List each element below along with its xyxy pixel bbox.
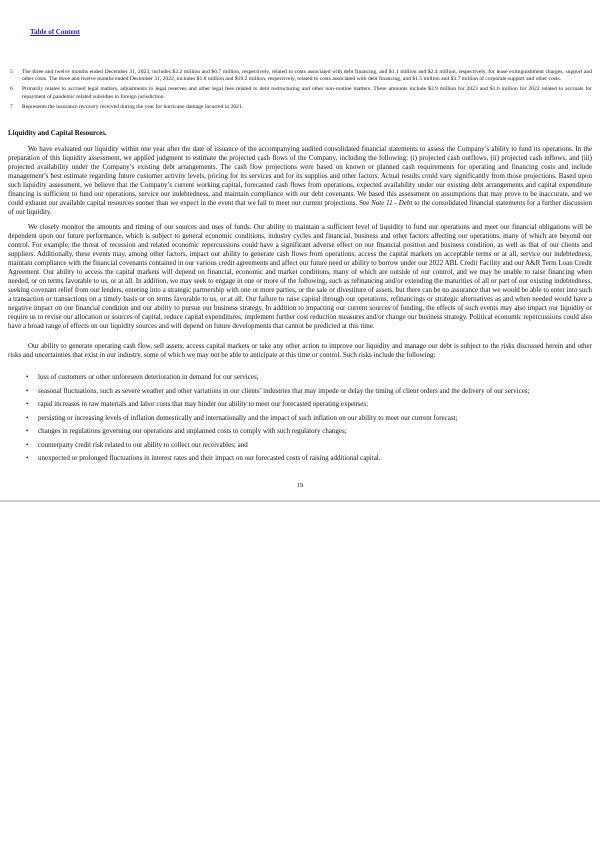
paragraph-liquidity-assessment <box>8 145 592 217</box>
bullet-item <box>26 414 592 423</box>
paragraph-text: to the consolidated financial statements for a further discussion of our liquidity. <box>8 199 593 217</box>
page-number: 19 <box>296 482 304 490</box>
bullet-icon: • <box>26 413 29 422</box>
bullet-text: loss of customers or other unforeseen deterioration in demand for our services; <box>38 373 259 382</box>
bullet-icon: • <box>26 400 29 409</box>
bullet-item <box>26 400 592 409</box>
bullet-item <box>26 373 592 382</box>
footnote-number: 7 <box>10 103 13 110</box>
note-11-debt-reference: Note 11 - Debt <box>371 199 413 208</box>
footnote-number: 6 <box>10 86 13 93</box>
bullet-icon: • <box>26 454 29 463</box>
bullet-item <box>26 387 592 396</box>
footnote-text: Primarily relates to accrued legal matters, adjustments to legal reserves and other legal fees related to debt restructuring and other non-routine matters. These amounts include $3.9 million for 2023 and $1.6 million for 2022 related to accruals for repayment of pandemic related subsidies in foreign jurisdiction. <box>22 86 592 100</box>
bullet-icon: • <box>26 427 29 436</box>
bullet-text: seasonal fluctuations, such as severe weather and other variations in our clients’ industries that may impede or delay the timing of client orders and the delivery of our services; <box>38 386 530 395</box>
bullet-icon: • <box>26 386 29 395</box>
footnote-item <box>10 104 592 111</box>
bullet-item <box>26 454 592 463</box>
risk-bullet-list <box>26 373 592 463</box>
footnote-number: 5 <box>10 69 13 75</box>
bullet-text: changes in regulations governing our operations and unplanned costs to comply with such regulatory changes; <box>38 427 347 436</box>
footnotes-section <box>10 69 592 111</box>
bullet-item <box>26 441 592 450</box>
footnote-text: Represents the insurance recovery received during the year for hurricane damage incurred in 2021. <box>22 103 244 110</box>
footnote-text: The three and twelve months ended December 31, 2023, includes $2.2 million and $6.7 million, respectively, related to costs associated with debt financing, and $1.1 million and $2.4 million, respectively, for lease extinguishment charges, support and other costs. The three and twelve months ended December 31, 2022, includes $1.8 million and $10.2 million, respectively, related to costs associated with debt financing, and $1.5 million and $3.7 million of corporate support and other costs. <box>22 69 592 83</box>
bullet-text: counterparty credit risk related to our ability to collect our receivables; and <box>38 440 248 449</box>
footnote-item <box>10 69 592 84</box>
table-of-contents-link[interactable]: Table of Content <box>30 28 80 36</box>
paragraph-text: We have evaluated our liquidity within one year after the date of issuance of the accompanying audited consolidated financial statements to assess the Company’s ability to fund its operations. In the preparation of this liquidity assessment, we applied judgment to estimate the projected cash flows of the Company, including the following: (i) projected cash outflows, (ii) projected cash inflows, and (iii) projected availability under the Company’s existing debt arrangements. The cash flow projections were based on known or planned cash requirements for operating and financing costs and include management’s best estimate regarding future customer activity levels, pricing for its services and for its supplies and other factors. Actual results could vary significantly from those projections. Based upon such liquidity assessment, we believe that the Company’s current working capital, forecasted cash flows from operations, expected availability under our existing debt arrangements and capital expenditure financing is sufficient to fund our operations, service our indebtedness, and maintain compliance with our debt covenants. We based this assessment on assumptions that may prove to be inaccurate, and we could exhaust our available capital resources sooner than we expect in the event that we fail to meet our current projections. See <box>8 145 592 208</box>
page-divider <box>0 500 600 502</box>
bullet-icon: • <box>26 440 29 449</box>
section-heading: Liquidity and Capital Resources. <box>8 129 107 138</box>
paragraph-sources-uses-of-funds: We closely monitor the amounts and timing of our sources and uses of funds. Our ability to maintain a sufficient level of liquidity to fund our operations and meet our financial obligations will be dependent upon our future performance, which is subject to general economic conditions, industry cycles and financial, business and other factors affecting our operations, many of which are beyond our control. For example, the threat of recession and related economic repercussions could have a significant adverse effect on our financial position and business condition, as well as that of our clients and suppliers. Additionally, these events may, among other factors, impact our ability to generate cash flows from operations, access the capital markets on acceptable terms or at all, service our indebtedness, maintain compliance with the financial covenants contained in our various credit agreements and affect our future need or ability to borrow under our 2022 ABL Credit Facility and our A&R Term Loan Credit Agreement. Our ability to access the capital markets will depend on financial, economic and market conditions, many of which are outside of our control, and we may be unable to raise financing when needed, or on terms favorable to us, or at all. In addition, we may seek to engage in one or more of the following, such as refinancing and/or extending the maturities of all or part of our existing indebtedness, seeking covenant relief from our lenders, entering into a strategic partnership with one or more parties, or the sale or divestiture of assets, but there can be no assurance that we would be able to enter into such a transaction or transactions on a timely basis or on terms favorable to us, or at all. Our failure to raise capital through our operations, refinancings or strategic alternatives as and when needed would have a negative impact on our financial condition and our ability to pursue our business strategy. In addition to impacting our current sources of funding, the effects of such events may also impact our liquidity or require us to revise our allocation or sources of capital, reduce capital expenditures, implement further cost reduction measures and/or change our business strategy. Political economic repercussions could also have a broad range of effects on our liquidity sources and will depend on future developments that cannot be predicted at this time. <box>8 223 592 331</box>
paragraph-risks-intro: Our ability to generate operating cash flow, sell assets, access capital markets or take any other action to improve our liquidity and manage our debt is subject to the risks discussed herein and other risks and uncertainties that exist in our industry, some of which we may not be able to anticipate at this time or control. Such risks include the following: <box>8 342 592 360</box>
bullet-icon: • <box>26 373 29 382</box>
bullet-text: rapid increases in raw materials and labor costs that may hinder our ability to meet our forecasted operating expenses; <box>38 400 369 409</box>
bullet-item <box>26 427 592 436</box>
footnote-item <box>10 86 592 101</box>
bullet-text: persisting or increasing levels of inflation domestically and internationally and the impact of such inflation on our ability to meet our current forecast; <box>38 413 458 422</box>
bullet-text: unexpected or prolonged fluctuations in interest rates and their impact on our forecasted costs of raising additional capital. <box>38 454 381 463</box>
